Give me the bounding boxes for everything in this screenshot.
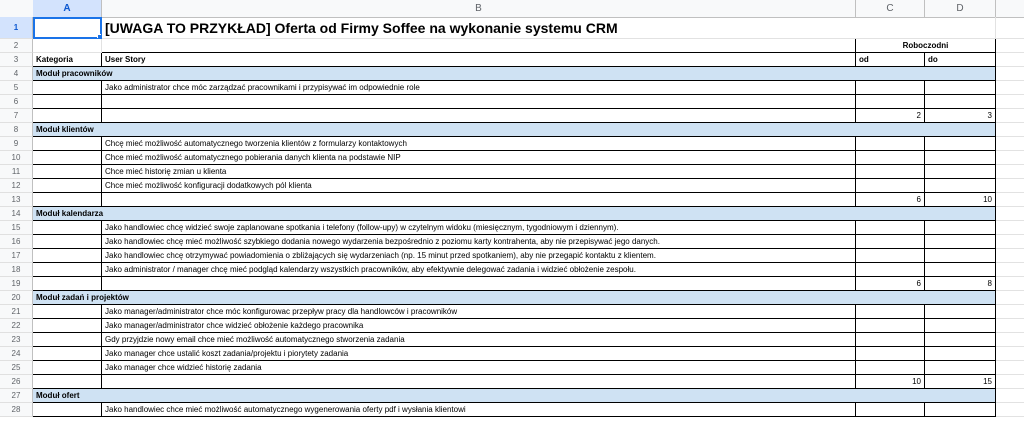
cell-e[interactable] [996, 221, 1024, 235]
kategoria-cell[interactable] [33, 403, 102, 417]
do-cell[interactable] [925, 165, 996, 179]
row-number[interactable]: 9 [0, 137, 33, 151]
kategoria-cell[interactable] [33, 179, 102, 193]
cell-e[interactable] [996, 291, 1024, 305]
row-number[interactable]: 3 [0, 53, 33, 67]
cell-e[interactable] [996, 95, 1024, 109]
do-cell[interactable] [925, 81, 996, 95]
user-story-cell[interactable]: Chce mieć możliwość konfiguracji dodatkowych pól klienta [102, 179, 856, 193]
do-cell[interactable] [925, 263, 996, 277]
od-total[interactable]: 2 [856, 109, 925, 123]
user-story-cell[interactable] [102, 95, 856, 109]
kategoria-cell[interactable] [33, 277, 102, 291]
cell-e[interactable] [996, 333, 1024, 347]
column-header-d[interactable]: D [925, 0, 996, 17]
cell-a1[interactable] [33, 17, 102, 39]
roboczodni-header[interactable]: Roboczodni [856, 39, 996, 53]
kategoria-cell[interactable] [33, 95, 102, 109]
row-number[interactable]: 16 [0, 235, 33, 249]
od-total[interactable]: 6 [856, 277, 925, 291]
section-row [33, 123, 1024, 137]
kategoria-header[interactable]: Kategoria [33, 53, 102, 67]
od-cell[interactable] [856, 361, 925, 375]
select-all-corner[interactable] [0, 0, 34, 17]
cell-e[interactable] [996, 347, 1024, 361]
do-cell[interactable] [925, 403, 996, 417]
od-cell[interactable] [856, 95, 925, 109]
row-number[interactable]: 18 [0, 263, 33, 277]
user-story-cell[interactable]: Chce mieć możliwość automatycznego pobierania danych klienta na podstawie NIP [102, 151, 856, 165]
cell-b2[interactable] [102, 39, 856, 53]
row-number[interactable]: 15 [0, 221, 33, 235]
table-row [33, 179, 1024, 193]
do-cell[interactable] [925, 179, 996, 193]
do-cell[interactable] [925, 221, 996, 235]
cell-e[interactable] [996, 277, 1024, 291]
cell-e[interactable] [996, 179, 1024, 193]
user-story-cell[interactable] [102, 277, 856, 291]
user-story-cell[interactable] [102, 193, 856, 207]
row-number[interactable]: 28 [0, 403, 33, 417]
cell-e[interactable] [996, 109, 1024, 123]
od-cell[interactable] [856, 179, 925, 193]
cell-e[interactable] [996, 81, 1024, 95]
cell-a2[interactable] [33, 39, 102, 53]
kategoria-cell[interactable] [33, 249, 102, 263]
row-number[interactable]: 26 [0, 375, 33, 389]
table-row [33, 137, 1024, 151]
section-row [33, 207, 1024, 221]
do-cell[interactable] [925, 347, 996, 361]
totals-row [33, 375, 1024, 389]
section-header[interactable]: Moduł pracowników [33, 67, 996, 81]
totals-row [33, 277, 1024, 291]
table-row [33, 235, 1024, 249]
column-header-bar [0, 0, 1024, 18]
table-row [33, 81, 1024, 95]
cell-e[interactable] [996, 249, 1024, 263]
od-cell[interactable] [856, 165, 925, 179]
do-cell[interactable] [925, 235, 996, 249]
user-story-cell[interactable]: Jako manager/administrator chce móc konfigurowac przepływ pracy dla handlowców i pracowników [102, 305, 856, 319]
row-number[interactable]: 8 [0, 123, 33, 137]
od-cell[interactable] [856, 221, 925, 235]
column-header-a[interactable]: A [33, 0, 102, 17]
user-story-cell[interactable]: Jako handlowiec chce mieć możliwość automatycznego wygenerowania oferty pdf i wysłania klientowi [102, 403, 856, 417]
row-number[interactable]: 14 [0, 207, 33, 221]
user-story-cell[interactable]: Chcę mieć możliwość automatycznego tworzenia klientów z formularzy kontaktowych [102, 137, 856, 151]
od-cell[interactable] [856, 347, 925, 361]
kategoria-cell[interactable] [33, 193, 102, 207]
table-row [33, 95, 1024, 109]
section-header[interactable]: Moduł klientów [33, 123, 996, 137]
cell-e[interactable] [996, 361, 1024, 375]
do-cell[interactable] [925, 137, 996, 151]
table-row [33, 39, 1024, 53]
do-total[interactable]: 15 [925, 375, 996, 389]
od-cell[interactable] [856, 263, 925, 277]
cell-e[interactable] [996, 263, 1024, 277]
do-header[interactable]: do [925, 53, 996, 67]
row-number[interactable]: 24 [0, 347, 33, 361]
table-row [33, 347, 1024, 361]
od-cell[interactable] [856, 81, 925, 95]
row-number[interactable]: 12 [0, 179, 33, 193]
od-header[interactable]: od [856, 53, 925, 67]
user-story-cell[interactable]: Jako handlowiec chcę mieć możliwość szybkiego dodania nowego wydarzenia bezpośrednio z poziomu karty kontrahenta, aby nie przepisywać jego danych. [102, 235, 856, 249]
cell-e[interactable] [996, 151, 1024, 165]
od-cell[interactable] [856, 319, 925, 333]
table-row [33, 151, 1024, 165]
row-number-gutter [0, 17, 33, 417]
do-total[interactable]: 3 [925, 109, 996, 123]
sheet-title[interactable]: [UWAGA TO PRZYKŁAD] Oferta od Firmy Soffee na wykonanie systemu CRM [102, 17, 996, 39]
row-number[interactable]: 20 [0, 291, 33, 305]
cell-e[interactable] [996, 193, 1024, 207]
section-row [33, 389, 1024, 403]
user-story-cell[interactable]: Jako administrator / manager chcę mieć podgląd kalendarzy wszystkich pracowników, aby efektywnie delegować zadania i widzieć obłożenie zespołu. [102, 263, 856, 277]
table-row [33, 361, 1024, 375]
od-cell[interactable] [856, 235, 925, 249]
do-cell[interactable] [925, 319, 996, 333]
do-total[interactable]: 10 [925, 193, 996, 207]
totals-row [33, 109, 1024, 123]
section-row [33, 291, 1024, 305]
do-cell[interactable] [925, 305, 996, 319]
kategoria-cell[interactable] [33, 151, 102, 165]
cell-e3[interactable] [996, 53, 1024, 67]
row-number[interactable]: 2 [0, 39, 33, 53]
cell-e[interactable] [996, 137, 1024, 151]
row-number[interactable]: 25 [0, 361, 33, 375]
user-story-cell[interactable] [102, 375, 856, 389]
kategoria-cell[interactable] [33, 361, 102, 375]
table-row [33, 249, 1024, 263]
column-header-b[interactable]: B [102, 0, 856, 17]
table-row [33, 333, 1024, 347]
row-number[interactable]: 11 [0, 165, 33, 179]
row-number[interactable]: 23 [0, 333, 33, 347]
od-cell[interactable] [856, 151, 925, 165]
kategoria-cell[interactable] [33, 305, 102, 319]
cell-e[interactable] [996, 207, 1024, 221]
cell-grid [33, 17, 1024, 417]
user-story-cell[interactable]: Jako manager/administrator chce widzieć obłożenie każdego pracownika [102, 319, 856, 333]
row-number[interactable]: 21 [0, 305, 33, 319]
cell-e2[interactable] [996, 39, 1024, 53]
cell-e[interactable] [996, 123, 1024, 137]
table-row [33, 221, 1024, 235]
row-number[interactable]: 6 [0, 95, 33, 109]
od-cell[interactable] [856, 137, 925, 151]
kategoria-cell[interactable] [33, 375, 102, 389]
cell-e[interactable] [996, 305, 1024, 319]
section-header[interactable]: Moduł zadań i projektów [33, 291, 996, 305]
table-row [33, 403, 1024, 417]
kategoria-cell[interactable] [33, 235, 102, 249]
table-row [33, 53, 1024, 67]
cell-e[interactable] [996, 67, 1024, 81]
kategoria-cell[interactable] [33, 319, 102, 333]
user-story-header[interactable]: User Story [102, 53, 856, 67]
user-story-cell[interactable] [102, 109, 856, 123]
user-story-cell[interactable]: Jako manager chce ustalić koszt zadania/projektu i piorytety zadania [102, 347, 856, 361]
table-row [33, 17, 1024, 39]
kategoria-cell[interactable] [33, 347, 102, 361]
row-number[interactable]: 22 [0, 319, 33, 333]
cell-e[interactable] [996, 165, 1024, 179]
user-story-cell[interactable]: Jako handlowiec chcę otrzymywać powiadomienia o zbliżających się wydarzeniach (np. 15 minut przed spotkaniem), aby nie przegapić kontaktu z klientem. [102, 249, 856, 263]
row-number[interactable]: 10 [0, 151, 33, 165]
cell-e1[interactable] [996, 17, 1024, 39]
kategoria-cell[interactable] [33, 109, 102, 123]
user-story-cell[interactable]: Jako handlowiec chcę widzieć swoje zaplanowane spotkania i telefony (follow-upy) w czytelnym widoku (miesięcznym, tygodniowym i dziennym). [102, 221, 856, 235]
row-number[interactable]: 19 [0, 277, 33, 291]
user-story-cell[interactable]: Jako manager chce widzieć historię zadania [102, 361, 856, 375]
row-number[interactable]: 1 [0, 17, 33, 39]
column-header-c[interactable]: C [856, 0, 925, 17]
section-header[interactable]: Moduł kalendarza [33, 207, 996, 221]
cell-e[interactable] [996, 235, 1024, 249]
kategoria-cell[interactable] [33, 221, 102, 235]
cell-e[interactable] [996, 319, 1024, 333]
row-number[interactable]: 7 [0, 109, 33, 123]
do-cell[interactable] [925, 361, 996, 375]
user-story-cell[interactable]: Gdy przyjdzie nowy email chce mieć możliwość automatycznego stworzenia zadania [102, 333, 856, 347]
od-total[interactable]: 10 [856, 375, 925, 389]
od-cell[interactable] [856, 305, 925, 319]
kategoria-cell[interactable] [33, 263, 102, 277]
cell-e[interactable] [996, 403, 1024, 417]
kategoria-cell[interactable] [33, 81, 102, 95]
od-cell[interactable] [856, 249, 925, 263]
do-cell[interactable] [925, 333, 996, 347]
table-row [33, 263, 1024, 277]
kategoria-cell[interactable] [33, 333, 102, 347]
do-total[interactable]: 8 [925, 277, 996, 291]
kategoria-cell[interactable] [33, 137, 102, 151]
totals-row [33, 193, 1024, 207]
kategoria-cell[interactable] [33, 165, 102, 179]
row-number[interactable]: 5 [0, 81, 33, 95]
od-cell[interactable] [856, 333, 925, 347]
section-header[interactable]: Moduł ofert [33, 389, 996, 403]
user-story-cell[interactable]: Jako administrator chce móc zarządzać pracownikami i przypisywać im odpowiednie role [102, 81, 856, 95]
table-row [33, 319, 1024, 333]
do-cell[interactable] [925, 151, 996, 165]
section-row [33, 67, 1024, 81]
user-story-cell[interactable]: Chce mieć historię zmian u klienta [102, 165, 856, 179]
do-cell[interactable] [925, 95, 996, 109]
row-number[interactable]: 27 [0, 389, 33, 403]
row-number[interactable]: 17 [0, 249, 33, 263]
do-cell[interactable] [925, 249, 996, 263]
table-row [33, 305, 1024, 319]
cell-e[interactable] [996, 375, 1024, 389]
table-row [33, 165, 1024, 179]
cell-e[interactable] [996, 389, 1024, 403]
row-number[interactable]: 13 [0, 193, 33, 207]
od-cell[interactable] [856, 403, 925, 417]
row-number[interactable]: 4 [0, 67, 33, 81]
od-total[interactable]: 6 [856, 193, 925, 207]
